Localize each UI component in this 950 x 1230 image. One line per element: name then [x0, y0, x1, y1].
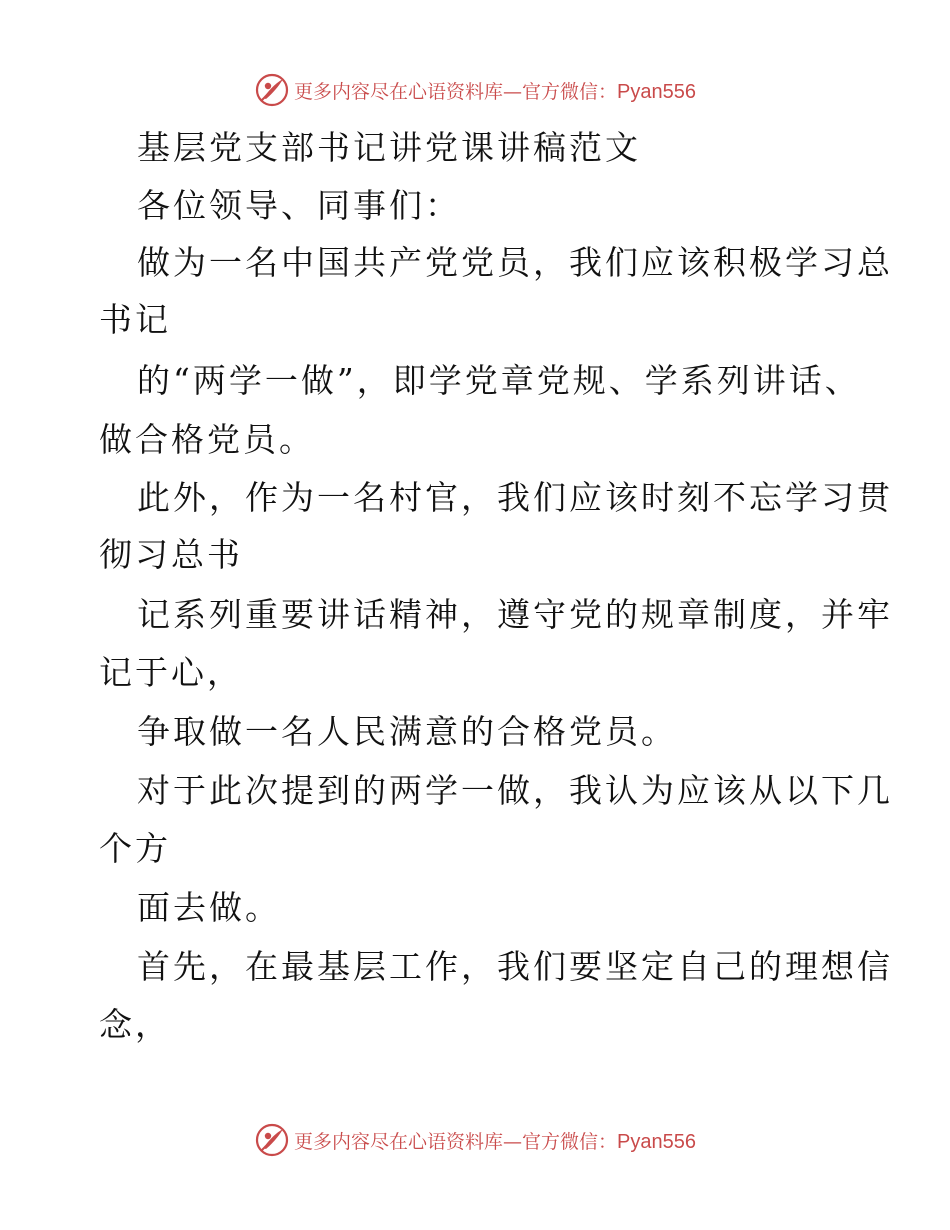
paragraph-line: 个方	[99, 829, 171, 868]
paragraph-line: 首先，在最基层工作，我们要坚定自己的理想信	[137, 947, 893, 986]
watermark-text: 更多内容尽在心语资料库—官方微信：Pyan556	[294, 80, 696, 103]
quill-logo-icon	[254, 72, 290, 108]
watermark-text: 更多内容尽在心语资料库—官方微信：Pyan556	[294, 1130, 696, 1153]
document-title: 基层党支部书记讲党课讲稿范文	[137, 128, 641, 167]
paragraph-line: 做为一名中国共产党党员，我们应该积极学习总	[137, 243, 893, 282]
wechat-handle: Pyan556	[617, 80, 696, 103]
paragraph-line: 彻习总书	[99, 535, 243, 574]
paragraph-line: 念，	[99, 1005, 171, 1044]
paragraph-line: 面去做。	[137, 888, 281, 927]
paragraph-line: 争取做一名人民满意的合格党员。	[137, 712, 677, 751]
quill-logo-icon	[254, 1122, 290, 1158]
paragraph-line: 的“两学一做”，即学党章党规、学系列讲话、	[137, 361, 861, 400]
paragraph-line: 对于此次提到的两学一做，我认为应该从以下几	[137, 771, 893, 810]
paragraph-line: 做合格党员。	[99, 420, 315, 459]
paragraph-line: 记系列重要讲话精神，遵守党的规章制度，并牢	[137, 595, 893, 634]
paragraph-line: 此外，作为一名村官，我们应该时刻不忘学习贯	[137, 478, 893, 517]
salutation: 各位领导、同事们：	[137, 186, 461, 225]
paragraph-line: 书记	[99, 300, 171, 339]
paragraph-line: 记于心，	[99, 653, 243, 692]
wechat-handle: Pyan556	[617, 1130, 696, 1153]
header-watermark	[0, 70, 950, 110]
footer-watermark	[0, 1120, 950, 1160]
